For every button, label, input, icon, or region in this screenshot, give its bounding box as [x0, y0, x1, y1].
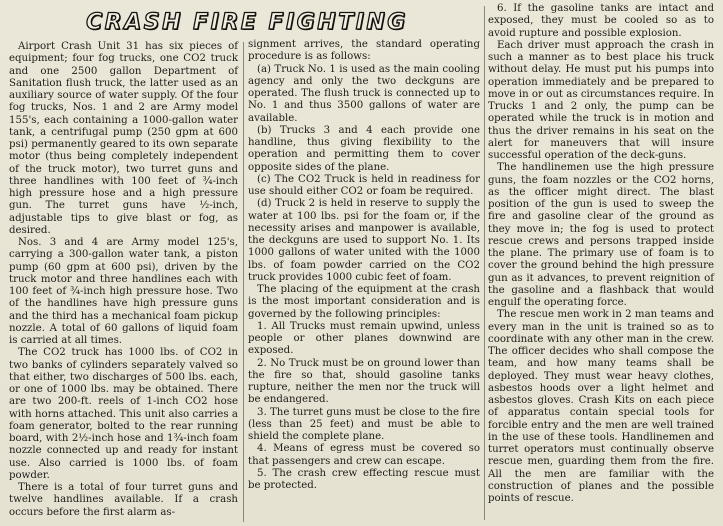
paragraph: Each driver must approach the crash in such a manner as to best place his truck without delay. He must put his pumps into operation immediately and be prepared to move in or out as circumstances require. In Trucks 1 and 2 only, the pump can be operated while the truck is in motion and thus the driver remains in his seat on the alert for maneuvers that will insure successful operation of the deck-guns. [488, 39, 714, 161]
paragraph: 2. No Truck must be on ground lower than the fire so that, should gasoline tanks rupture, neither the men nor the truck will be endangered. [248, 357, 480, 406]
paragraph: (b) Trucks 3 and 4 each provide one handline, thus giving flexibility to the operation and permitting them to cover opposite sides of the plane. [248, 124, 480, 173]
paragraph: 3. The turret guns must be close to the fire (less than 25 feet) and must be able to shield the complete plane. [248, 406, 480, 442]
paragraph: signment arrives, the standard operating procedure is as follows: [248, 39, 480, 63]
paragraph: (d) Truck 2 is held in reserve to supply the water at 100 lbs. psi for the foam or, if the necessity arises and manpower is available, the deckguns are used to support No. 1. Its 1000 gallons of water united with the 1000 lbs. of foam powder carried on the CO2 truck provides 1000 cubic feet of foam. [248, 198, 480, 283]
paragraph: 4. Means of egress must be covered so that passengers and crew can escape. [248, 443, 480, 467]
text-column-1 [9, 41, 238, 519]
paragraph: 5. The crash crew effecting rescue must be protected. [248, 467, 480, 491]
paragraph: The placing of the equipment at the crash is the most important consideration and is governed by the following principles: [248, 284, 480, 320]
paragraph: (a) Truck No. 1 is used as the main cooling agency and only the two deckguns are operated. The flush truck is connected up to No. 1 and thus 3500 gallons of water are available. [248, 63, 480, 124]
paragraph: There is a total of four turret guns and twelve handlines available. If a crash occurs before the first alarm as- [9, 482, 238, 518]
paragraph: 6. If the gasoline tanks are intact and exposed, they must be cooled so as to avoid rupture and possible explosion. [488, 3, 714, 39]
column-divider [243, 42, 244, 522]
paragraph: (c) The CO2 Truck is held in readiness for use should either CO2 or foam be required. [248, 173, 480, 197]
text-column-2 [248, 39, 480, 492]
paragraph: The CO2 truck has 1000 lbs. of CO2 in two banks of cylinders separately valved so that either, two discharges of 500 lbs. each, or one of 1000 lbs. may be obtained. There are two 200-ft. reels of 1-inch CO2 hose with horns attached. This unit also carries a foam generator, bolted to the rear running board, with 2½-inch hose and 1¾-inch foam nozzle connected up and ready for instant use. Also carried is 1000 lbs. of foam powder. [9, 347, 238, 481]
paragraph: The handlinemen use the high pressure guns, the foam nozzles or the CO2 horns, as the officer might direct. The blast position of the gun is used to sweep the fire and gasoline clear of the ground as they move in; the fog is used to protect rescue crews and persons trapped inside the plane. The primary use of foam is to cover the ground behind the high pressure gun as it advances, to prevent reignition of the gasoline and a flashback that would engulf the operating force. [488, 162, 714, 308]
paragraph: The rescue men work in 2 man teams and every man in the unit is trained so as to coordinate with any other man in the crew. The officer decides who shall compose the team, and how many teams shall be deployed. They must wear heavy clothes, asbestos hoods over a light helmet and asbestos gloves. Crash Kits on each piece of apparatus contain special tools for forcible entry and the men are well trained in the use of these tools. Handlinemen and turret operators must continually observe rescue men, guarding them from the fire. All the men are familiar with the construction of planes and the possible points of rescue. [488, 309, 714, 504]
article-title: CRASH FIRE FIGHTING [86, 9, 408, 35]
paragraph: Airport Crash Unit 31 has six pieces of equipment; four fog trucks, one CO2 truck and one 2500 gallon Department of Sanitation flush truck, the latter used as an auxiliary source of water supply. Of the four fog trucks, Nos. 1 and 2 are Army model 155's, each containing a 1000-gallon water tank, a centrifugal pump (250 gpm at 600 psi) permanently geared to its own separate motor (thus being completely independent of the truck motor), two turret guns and three handlines with 100 feet of ¾-inch high pressure hose and a high pressure gun. The turret guns have ½-inch, adjustable tips to give blast or fog, as desired. [9, 41, 239, 236]
column-divider [484, 6, 485, 520]
paragraph: Nos. 3 and 4 are Army model 125's, carrying a 300-gallon water tank, a piston pump (60 gpm at 600 psi), driven by the truck motor and three handlines each with 100 feet of ¾-inch high pressure hose. Two of the handlines have high pressure guns and the third has a mechanical foam pickup nozzle. A total of 60 gallons of liquid foam is carried at all times. [9, 237, 238, 346]
text-column-3 [488, 3, 714, 505]
article-title-banner [8, 4, 486, 40]
paragraph: 1. All Trucks must remain upwind, unless people or other planes downwind are exposed. [248, 320, 480, 357]
